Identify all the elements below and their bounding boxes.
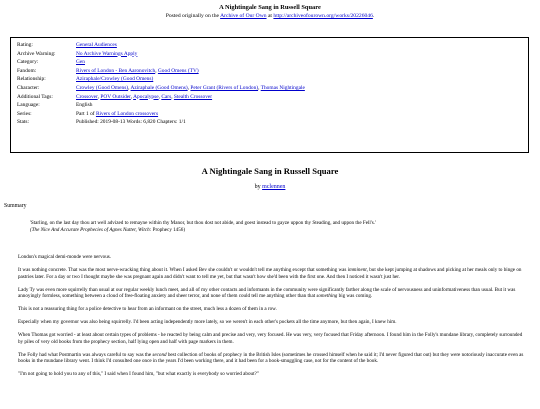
- meta-prefix: Part 1 of: [76, 110, 95, 117]
- meta-tag-link[interactable]: Rivers of London - Ben Aaronovitch: [76, 67, 156, 74]
- header: [0, 4, 540, 20]
- meta-row: [17, 51, 522, 60]
- posted-prefix: Posted originally on the: [165, 13, 219, 19]
- paragraph: [18, 352, 524, 365]
- meta-row: [17, 102, 522, 111]
- meta-key: Archive Warning:: [17, 50, 56, 57]
- summary-quote: [30, 220, 504, 233]
- meta-row: [17, 42, 522, 51]
- meta-tag-link[interactable]: POV Outsider: [100, 93, 131, 100]
- meta-value: [76, 102, 522, 109]
- byline-by: by: [254, 184, 261, 190]
- paragraph: Especially when my governor was also being squirrelly. I'd been acting independently more lately, so we weren't in each other's pockets all the time anymore, but then again, I knew him.: [18, 319, 397, 326]
- meta-tag-link[interactable]: Stealth Crossover: [173, 93, 213, 100]
- meta-row: [17, 59, 522, 68]
- meta-row: [17, 94, 522, 103]
- header-title: A Nightingale Sang in Russell Square: [219, 4, 321, 11]
- paragraph: [18, 267, 524, 280]
- meta-tag-link[interactable]: No Archive Warnings Apply: [76, 50, 138, 57]
- posted-at: at: [267, 13, 272, 19]
- meta-tag-link[interactable]: Aziraphale (Good Omens): [130, 84, 188, 91]
- meta-value: [76, 59, 522, 66]
- paragraph-emphasis: second: [152, 351, 167, 358]
- meta-value: [76, 111, 522, 118]
- paragraph-text: Lady Ty was even more squirrelly than usual at our regular weekly lunch meet, and all of my other contacts and informants in the community were significantly farther along the scale of nervousness and uninformativeness than usual. But it was annoyingly formless, something between a cloud of free-floating anxiety and sheer terror, and none of them could tell me anything other than that: [18, 286, 516, 300]
- meta-tag-link[interactable]: Gen: [76, 59, 85, 66]
- meta-tag-link[interactable]: Apocalypse: [133, 93, 159, 100]
- meta-value: Crossover, POV Outsider, Apocalypse, Cars, Stealth Crossover: [76, 93, 213, 100]
- archive-link[interactable]: Archive of Our Own: [220, 13, 267, 19]
- meta-key: Fandom:: [17, 67, 37, 74]
- chapter-text: [18, 254, 524, 384]
- meta-key: Rating:: [17, 42, 33, 48]
- meta-value: Crowley (Good Omens), Aziraphale (Good Omens), Peter Grant (Rivers of London), Thomas Nightingale: [76, 84, 305, 91]
- meta-tag-link[interactable]: Cars: [161, 93, 172, 100]
- meta-tag-link[interactable]: Crossover: [76, 93, 98, 100]
- meta-value: [76, 51, 522, 58]
- quote-source-title: (The Nice And Accurate Prophecies of Agnes Nutter, Witch:: [30, 226, 152, 233]
- paragraph-text: best collection of books of prophecy in the British Isles (sometimes he crossed himself when he said it; I'd never figured that out) but they were notoriously inaccurate even as books in the mundane library went. I think I'd consulted one once in the years I'd been working there, and it had been for a book-smuggling case, not for the content of the book.: [18, 351, 524, 365]
- paragraph-text: , but she kept jumping at shadows and picking at her meals only to binge on pastries later. For a day or two I thought maybe she was pregnant again and didn't want to tell me yet, but that wasn't how she'd been with the first one. And then I noticed it wasn't just her.: [18, 267, 522, 280]
- paragraph: London's magical demi-monde were nervous.: [18, 254, 112, 260]
- quote-source-tail: Prophecy 1456): [152, 226, 186, 233]
- paragraph: [18, 287, 524, 300]
- paragraph: This is not a reassuring thing for a police detective to hear from an informant on the street, much less a dozen of them in a row.: [18, 306, 277, 313]
- meta-value: Rivers of London - Ben Aaronovitch, Good Omens (TV): [76, 67, 199, 74]
- meta-text: English: [76, 102, 93, 109]
- paragraph-text: The Folly had what Postmartin was always careful to say was the: [18, 351, 152, 358]
- work-meta-box: [10, 37, 529, 153]
- work-title: A Nightingale Sang in Russell Square: [201, 166, 339, 176]
- paragraph-emphasis: something: [316, 293, 338, 300]
- author-link[interactable]: mclennen: [262, 184, 286, 190]
- meta-tag-link[interactable]: Thomas Nightingale: [260, 84, 305, 91]
- meta-value: [76, 119, 522, 126]
- meta-tag-link[interactable]: Crowley (Good Omens): [76, 84, 129, 91]
- meta-row: [17, 68, 522, 77]
- header-posted: [0, 13, 540, 20]
- meta-value: [76, 42, 522, 49]
- paragraph: "I'm not going to hold you to any of this," I said when I found him, "but what exactly is everybody so worried about?": [18, 371, 259, 378]
- paragraph-text: big was coming.: [338, 293, 373, 300]
- meta-key: Category:: [17, 59, 39, 66]
- paragraph-emphasis: imminent: [347, 267, 367, 273]
- byline: [0, 184, 540, 192]
- meta-row: [17, 119, 522, 128]
- work-url-link[interactable]: http://archiveofourown.org/works/20226046: [273, 13, 373, 19]
- meta-row: [17, 76, 522, 85]
- meta-key: Stats:: [17, 119, 29, 126]
- meta-value: [76, 76, 522, 83]
- meta-tag-link[interactable]: Good Omens (TV): [157, 67, 199, 74]
- paragraph: When Thomas got worried - at least about certain types of problems - he reacted by being calm and precise and very, very focused. He was very, very focused that Friday afternoon. I found him in the Folly's mundane library, completely surrounded by piles of very old books from the prophecy section, half lying open and half with page markers in them.: [18, 332, 523, 345]
- meta-tag-link[interactable]: Aziraphale/Crowley (Good Omens): [76, 76, 154, 83]
- paragraph-text: It was nothing concrete. That was the most nerve-wracking thing about it. When I asked Bev she couldn't or wouldn't tell me anything except that something was: [18, 267, 347, 273]
- meta-row: [17, 85, 522, 94]
- meta-key: Series:: [17, 110, 32, 117]
- meta-tag-link[interactable]: Rivers of London crossovers: [95, 110, 159, 117]
- meta-key: Relationship:: [17, 76, 46, 83]
- quote-text: 'Starling, on the last day thou art well advized to remayne within thy Manor, but thou dost not abide, and goest instead to gayze uppon thy Steading, and uppon the Fell's.': [30, 220, 376, 226]
- meta-text: Published: 2019-08-13 Words: 6,820 Chapters: 1/1: [76, 119, 186, 126]
- meta-key: Character:: [17, 84, 40, 91]
- meta-row: [17, 111, 522, 120]
- summary-heading: Summary: [4, 203, 27, 209]
- meta-tag-link[interactable]: General Audiences: [76, 42, 117, 48]
- posted-period: .: [372, 13, 375, 19]
- meta-key: Additional Tags:: [17, 93, 53, 100]
- meta-tag-link[interactable]: Peter Grant (Rivers of London): [190, 84, 259, 91]
- quote-source: [30, 227, 504, 234]
- meta-key: Language:: [17, 102, 40, 109]
